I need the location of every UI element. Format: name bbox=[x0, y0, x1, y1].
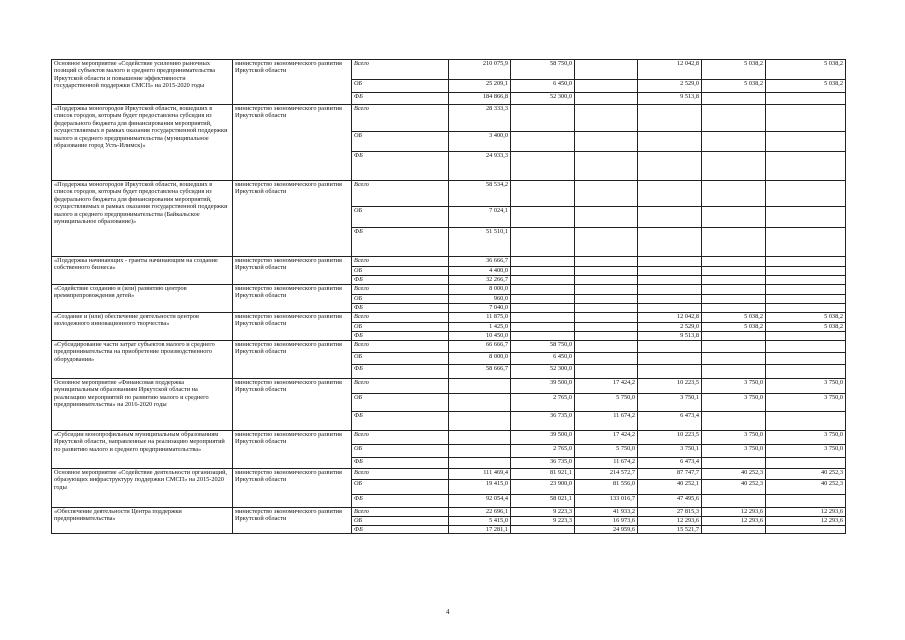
funding-source: ФБ bbox=[352, 412, 449, 431]
amount-cell bbox=[702, 458, 766, 469]
funding-source: Всего bbox=[352, 341, 449, 353]
funding-source: ОБ bbox=[352, 267, 449, 276]
amount-cell bbox=[449, 431, 511, 445]
amount-cell bbox=[511, 207, 575, 228]
amount-cell: 111 469,4 bbox=[449, 469, 511, 480]
funding-source: ФБ bbox=[352, 365, 449, 379]
amount-cell: 10 450,0 bbox=[449, 332, 511, 341]
amount-cell: 5 750,0 bbox=[575, 445, 638, 458]
amount-cell bbox=[702, 412, 766, 431]
funding-source: Всего bbox=[352, 257, 449, 267]
amount-cell bbox=[575, 105, 638, 132]
executor: министерство экономического развития Иркутской области bbox=[233, 431, 352, 469]
amount-cell: 214 572,7 bbox=[575, 469, 638, 480]
amount-cell: 66 666,7 bbox=[449, 341, 511, 353]
amount-cell: 17 424,2 bbox=[575, 431, 638, 445]
funding-source: ОБ bbox=[352, 80, 449, 93]
budget-table-body bbox=[52, 60, 846, 534]
table-row bbox=[52, 257, 846, 267]
amount-cell bbox=[702, 365, 766, 379]
amount-cell: 32 266,7 bbox=[449, 276, 511, 285]
amount-cell bbox=[638, 365, 702, 379]
amount-cell: 36 735,0 bbox=[511, 458, 575, 469]
amount-cell bbox=[511, 332, 575, 341]
amount-cell bbox=[511, 181, 575, 207]
amount-cell: 24 959,6 bbox=[575, 526, 638, 534]
funding-source: ОБ bbox=[352, 323, 449, 332]
measure-name: «Субсидии монопрофильным муниципальным образованиям Иркутской области, направленные на реализацию мероприятий по развитию малого и среднего предпринимательства» bbox=[52, 431, 233, 469]
amount-cell bbox=[511, 276, 575, 285]
amount-cell bbox=[766, 304, 846, 313]
amount-cell: 3 750,1 bbox=[638, 445, 702, 458]
amount-cell bbox=[702, 181, 766, 207]
amount-cell: 9 223,3 bbox=[511, 517, 575, 526]
amount-cell bbox=[702, 304, 766, 313]
amount-cell bbox=[511, 285, 575, 295]
funding-source: Всего bbox=[352, 105, 449, 132]
amount-cell bbox=[766, 207, 846, 228]
amount-cell bbox=[449, 412, 511, 431]
amount-cell: 19 415,0 bbox=[449, 480, 511, 495]
amount-cell bbox=[575, 276, 638, 285]
amount-cell: 12 042,8 bbox=[638, 60, 702, 80]
amount-cell bbox=[575, 323, 638, 332]
table-row bbox=[52, 508, 846, 517]
amount-cell: 3 750,0 bbox=[702, 394, 766, 412]
amount-cell: 7 024,1 bbox=[449, 207, 511, 228]
amount-cell bbox=[449, 394, 511, 412]
amount-cell: 39 500,0 bbox=[511, 379, 575, 394]
amount-cell: 3 750,1 bbox=[638, 394, 702, 412]
amount-cell bbox=[702, 228, 766, 257]
amount-cell: 8 000,0 bbox=[449, 285, 511, 295]
amount-cell: 12 293,6 bbox=[702, 517, 766, 526]
amount-cell: 15 521,7 bbox=[638, 526, 702, 534]
amount-cell bbox=[766, 228, 846, 257]
funding-source: ОБ bbox=[352, 445, 449, 458]
amount-cell bbox=[575, 365, 638, 379]
amount-cell bbox=[766, 495, 846, 508]
amount-cell: 12 293,6 bbox=[766, 508, 846, 517]
table-row bbox=[52, 341, 846, 353]
amount-cell: 5 038,2 bbox=[766, 80, 846, 93]
amount-cell: 3 750,0 bbox=[766, 431, 846, 445]
amount-cell bbox=[766, 132, 846, 152]
amount-cell bbox=[449, 445, 511, 458]
amount-cell: 184 866,8 bbox=[449, 93, 511, 105]
amount-cell bbox=[702, 257, 766, 267]
amount-cell: 11 875,0 bbox=[449, 313, 511, 323]
amount-cell: 10 223,5 bbox=[638, 379, 702, 394]
measure-name: «Субсидирование части затрат субъектов малого и среднего предпринимательства на приобретение производственного оборудования» bbox=[52, 341, 233, 379]
amount-cell bbox=[575, 93, 638, 105]
amount-cell: 3 750,0 bbox=[766, 394, 846, 412]
amount-cell: 10 223,5 bbox=[638, 431, 702, 445]
funding-source: Всего bbox=[352, 285, 449, 295]
funding-source: Всего bbox=[352, 181, 449, 207]
funding-source: ОБ bbox=[352, 295, 449, 304]
amount-cell: 9 513,8 bbox=[638, 93, 702, 105]
measure-name: «Содействие созданию и (или) развитию центров времяпрепровождения детей» bbox=[52, 285, 233, 313]
amount-cell: 6 473,4 bbox=[638, 412, 702, 431]
funding-source: ФБ bbox=[352, 276, 449, 285]
executor: министерство экономического развития Иркутской области bbox=[233, 313, 352, 341]
amount-cell bbox=[638, 267, 702, 276]
amount-cell bbox=[766, 365, 846, 379]
amount-cell bbox=[575, 295, 638, 304]
amount-cell bbox=[638, 341, 702, 353]
funding-source: ФБ bbox=[352, 332, 449, 341]
amount-cell: 39 500,0 bbox=[511, 431, 575, 445]
amount-cell bbox=[638, 276, 702, 285]
amount-cell bbox=[575, 80, 638, 93]
amount-cell: 36 735,0 bbox=[511, 412, 575, 431]
amount-cell bbox=[638, 105, 702, 132]
executor: министерство экономического развития Иркутской области bbox=[233, 105, 352, 181]
funding-source: ОБ bbox=[352, 517, 449, 526]
amount-cell: 1 425,0 bbox=[449, 323, 511, 332]
amount-cell bbox=[511, 304, 575, 313]
amount-cell bbox=[638, 181, 702, 207]
page-number: 4 bbox=[446, 608, 450, 616]
funding-source: ФБ bbox=[352, 228, 449, 257]
amount-cell: 58 534,2 bbox=[449, 181, 511, 207]
amount-cell bbox=[766, 341, 846, 353]
table-row bbox=[52, 379, 846, 394]
measure-name: Основное мероприятие «Финансовая поддержка муниципальным образованиям Иркутской области на реализацию мероприятий по развитию малого и среднего предпринимательства» на 2016-2020 годы bbox=[52, 379, 233, 431]
amount-cell: 47 495,6 bbox=[638, 495, 702, 508]
amount-cell bbox=[575, 267, 638, 276]
amount-cell: 40 252,3 bbox=[766, 469, 846, 480]
amount-cell: 41 933,2 bbox=[575, 508, 638, 517]
amount-cell bbox=[575, 353, 638, 365]
amount-cell bbox=[575, 341, 638, 353]
amount-cell bbox=[575, 152, 638, 181]
funding-source: Всего bbox=[352, 379, 449, 394]
measure-name: «Поддержка начинающих - гранты начинающим на создание собственного бизнеса» bbox=[52, 257, 233, 285]
amount-cell: 5 038,2 bbox=[766, 60, 846, 80]
amount-cell: 12 293,6 bbox=[766, 517, 846, 526]
measure-name: Основное мероприятие «Содействие усилению рыночных позиций субъектов малого и среднего предпринимательства Иркутской области и повышение эффективности государственной поддержки СМСП» на 2015-2020 годы bbox=[52, 60, 233, 105]
amount-cell: 11 674,2 bbox=[575, 412, 638, 431]
amount-cell: 2 529,0 bbox=[638, 80, 702, 93]
amount-cell bbox=[511, 526, 575, 534]
amount-cell: 23 900,0 bbox=[511, 480, 575, 495]
table-row bbox=[52, 469, 846, 480]
funding-source: ФБ bbox=[352, 93, 449, 105]
amount-cell bbox=[702, 285, 766, 295]
funding-source: Всего bbox=[352, 469, 449, 480]
amount-cell: 58 666,7 bbox=[449, 365, 511, 379]
amount-cell: 87 747,7 bbox=[638, 469, 702, 480]
amount-cell: 2 765,0 bbox=[511, 445, 575, 458]
amount-cell: 6 450,0 bbox=[511, 80, 575, 93]
amount-cell bbox=[638, 228, 702, 257]
funding-source: ОБ bbox=[352, 394, 449, 412]
amount-cell: 28 333,3 bbox=[449, 105, 511, 132]
funding-source: ФБ bbox=[352, 526, 449, 534]
amount-cell: 5 038,2 bbox=[702, 323, 766, 332]
measure-name: «Обеспечение деятельности Центра поддержки предпринимательства» bbox=[52, 508, 233, 534]
amount-cell bbox=[638, 257, 702, 267]
amount-cell: 3 750,0 bbox=[702, 445, 766, 458]
budget-table bbox=[51, 59, 846, 534]
amount-cell bbox=[575, 60, 638, 80]
amount-cell bbox=[638, 132, 702, 152]
amount-cell: 8 000,0 bbox=[449, 353, 511, 365]
amount-cell: 51 510,1 bbox=[449, 228, 511, 257]
amount-cell bbox=[638, 353, 702, 365]
amount-cell bbox=[638, 304, 702, 313]
amount-cell bbox=[766, 526, 846, 534]
amount-cell: 5 038,2 bbox=[702, 80, 766, 93]
amount-cell bbox=[511, 152, 575, 181]
amount-cell bbox=[575, 257, 638, 267]
amount-cell: 22 696,1 bbox=[449, 508, 511, 517]
amount-cell bbox=[575, 313, 638, 323]
amount-cell bbox=[575, 207, 638, 228]
funding-source: Всего bbox=[352, 508, 449, 517]
amount-cell bbox=[766, 458, 846, 469]
funding-source: Всего bbox=[352, 313, 449, 323]
amount-cell: 52 300,0 bbox=[511, 365, 575, 379]
amount-cell: 40 252,3 bbox=[766, 480, 846, 495]
table-row bbox=[52, 105, 846, 132]
funding-source: ОБ bbox=[352, 480, 449, 495]
amount-cell bbox=[702, 152, 766, 181]
amount-cell: 11 674,2 bbox=[575, 458, 638, 469]
amount-cell bbox=[702, 332, 766, 341]
amount-cell bbox=[766, 276, 846, 285]
amount-cell bbox=[575, 304, 638, 313]
measure-name: Основное мероприятие «Содействие деятельности организаций, образующих инфраструктуру поддержки СМСП» на 2015-2020 годы bbox=[52, 469, 233, 508]
amount-cell: 58 750,0 bbox=[511, 341, 575, 353]
amount-cell bbox=[511, 228, 575, 257]
amount-cell: 24 933,3 bbox=[449, 152, 511, 181]
amount-cell bbox=[766, 257, 846, 267]
amount-cell: 4 400,0 bbox=[449, 267, 511, 276]
amount-cell: 5 038,2 bbox=[766, 313, 846, 323]
amount-cell bbox=[702, 207, 766, 228]
amount-cell bbox=[766, 152, 846, 181]
amount-cell bbox=[766, 267, 846, 276]
amount-cell bbox=[766, 332, 846, 341]
amount-cell bbox=[702, 341, 766, 353]
amount-cell bbox=[449, 379, 511, 394]
executor: министерство экономического развития Иркутской области bbox=[233, 341, 352, 379]
funding-source: ОБ bbox=[352, 207, 449, 228]
funding-source: ОБ bbox=[352, 132, 449, 152]
amount-cell bbox=[638, 207, 702, 228]
executor: министерство экономического развития Иркутской области bbox=[233, 60, 352, 105]
amount-cell: 960,0 bbox=[449, 295, 511, 304]
table-row bbox=[52, 181, 846, 207]
amount-cell: 5 038,2 bbox=[766, 323, 846, 332]
amount-cell: 92 054,4 bbox=[449, 495, 511, 508]
amount-cell: 40 252,3 bbox=[702, 480, 766, 495]
amount-cell bbox=[638, 152, 702, 181]
amount-cell: 12 293,6 bbox=[638, 517, 702, 526]
amount-cell: 40 252,3 bbox=[702, 469, 766, 480]
amount-cell bbox=[702, 276, 766, 285]
amount-cell bbox=[511, 267, 575, 276]
funding-source: ОБ bbox=[352, 353, 449, 365]
table-row bbox=[52, 313, 846, 323]
amount-cell bbox=[511, 105, 575, 132]
table-row bbox=[52, 431, 846, 445]
executor: министерство экономического развития Иркутской области bbox=[233, 508, 352, 534]
amount-cell bbox=[575, 181, 638, 207]
funding-source: Всего bbox=[352, 60, 449, 80]
amount-cell bbox=[511, 323, 575, 332]
amount-cell bbox=[766, 353, 846, 365]
amount-cell bbox=[702, 353, 766, 365]
amount-cell bbox=[511, 132, 575, 152]
amount-cell bbox=[702, 132, 766, 152]
amount-cell: 210 075,9 bbox=[449, 60, 511, 80]
amount-cell: 40 252,1 bbox=[638, 480, 702, 495]
amount-cell: 133 016,7 bbox=[575, 495, 638, 508]
amount-cell: 2 765,0 bbox=[511, 394, 575, 412]
executor: министерство экономического развития Иркутской области bbox=[233, 285, 352, 313]
amount-cell bbox=[766, 181, 846, 207]
measure-name: «Создание и (или) обеспечение деятельности центров молодежного инновационного творчества» bbox=[52, 313, 233, 341]
executor: министерство экономического развития Иркутской области bbox=[233, 469, 352, 508]
table-row bbox=[52, 285, 846, 295]
table-row bbox=[52, 60, 846, 80]
amount-cell: 3 750,0 bbox=[702, 431, 766, 445]
amount-cell: 52 300,0 bbox=[511, 93, 575, 105]
amount-cell: 17 281,1 bbox=[449, 526, 511, 534]
amount-cell bbox=[702, 267, 766, 276]
amount-cell bbox=[766, 285, 846, 295]
amount-cell bbox=[702, 295, 766, 304]
amount-cell bbox=[511, 257, 575, 267]
amount-cell: 2 529,0 bbox=[638, 323, 702, 332]
amount-cell bbox=[449, 458, 511, 469]
amount-cell: 16 973,6 bbox=[575, 517, 638, 526]
amount-cell bbox=[511, 313, 575, 323]
amount-cell: 5 415,0 bbox=[449, 517, 511, 526]
amount-cell: 17 424,2 bbox=[575, 379, 638, 394]
funding-source: ФБ bbox=[352, 495, 449, 508]
executor: министерство экономического развития Иркутской области bbox=[233, 257, 352, 285]
funding-source: Всего bbox=[352, 431, 449, 445]
amount-cell: 25 209,1 bbox=[449, 80, 511, 93]
amount-cell: 9 223,3 bbox=[511, 508, 575, 517]
amount-cell bbox=[575, 285, 638, 295]
amount-cell: 81 921,1 bbox=[511, 469, 575, 480]
amount-cell: 12 042,8 bbox=[638, 313, 702, 323]
amount-cell: 3 750,0 bbox=[766, 445, 846, 458]
amount-cell bbox=[638, 285, 702, 295]
amount-cell: 58 021,1 bbox=[511, 495, 575, 508]
executor: министерство экономического развития Иркутской области bbox=[233, 181, 352, 257]
amount-cell: 36 666,7 bbox=[449, 257, 511, 267]
executor: министерство экономического развития Иркутской области bbox=[233, 379, 352, 431]
amount-cell bbox=[702, 495, 766, 508]
amount-cell: 6 450,0 bbox=[511, 353, 575, 365]
amount-cell bbox=[702, 93, 766, 105]
amount-cell: 5 750,0 bbox=[575, 394, 638, 412]
amount-cell: 9 513,8 bbox=[638, 332, 702, 341]
amount-cell bbox=[575, 132, 638, 152]
amount-cell bbox=[766, 105, 846, 132]
amount-cell: 5 038,2 bbox=[702, 60, 766, 80]
amount-cell: 27 815,3 bbox=[638, 508, 702, 517]
amount-cell bbox=[511, 295, 575, 304]
amount-cell: 58 750,0 bbox=[511, 60, 575, 80]
measure-name: «Поддержка моногородов Иркутской области, вошедших в список городов, которым будет предоставлена субсидия из федерального бюджета для финансирования мероприятий, осуществляемых в рамках оказания государственной поддержки малого и среднего предпринимательства (муниципальное образование город Усть-Илимск)» bbox=[52, 105, 233, 181]
amount-cell bbox=[575, 332, 638, 341]
amount-cell: 81 556,0 bbox=[575, 480, 638, 495]
amount-cell: 6 473,4 bbox=[638, 458, 702, 469]
amount-cell bbox=[766, 93, 846, 105]
amount-cell: 5 038,2 bbox=[702, 313, 766, 323]
amount-cell bbox=[575, 228, 638, 257]
amount-cell bbox=[766, 295, 846, 304]
amount-cell: 3 400,0 bbox=[449, 132, 511, 152]
amount-cell bbox=[638, 295, 702, 304]
amount-cell bbox=[702, 105, 766, 132]
amount-cell: 7 040,0 bbox=[449, 304, 511, 313]
funding-source: ФБ bbox=[352, 152, 449, 181]
amount-cell bbox=[702, 526, 766, 534]
amount-cell: 3 750,0 bbox=[766, 379, 846, 394]
amount-cell: 3 750,0 bbox=[702, 379, 766, 394]
funding-source: ФБ bbox=[352, 304, 449, 313]
amount-cell: 12 293,6 bbox=[702, 508, 766, 517]
measure-name: «Поддержка моногородов Иркутской области, вошедших в список городов, которым будет предоставлена субсидия из федерального бюджета для финансирования мероприятий, осуществляемых в рамках оказания государственной поддержки малого и среднего предпринимательства (Байкальское муниципальное образование)» bbox=[52, 181, 233, 257]
funding-source: ФБ bbox=[352, 458, 449, 469]
amount-cell bbox=[766, 412, 846, 431]
